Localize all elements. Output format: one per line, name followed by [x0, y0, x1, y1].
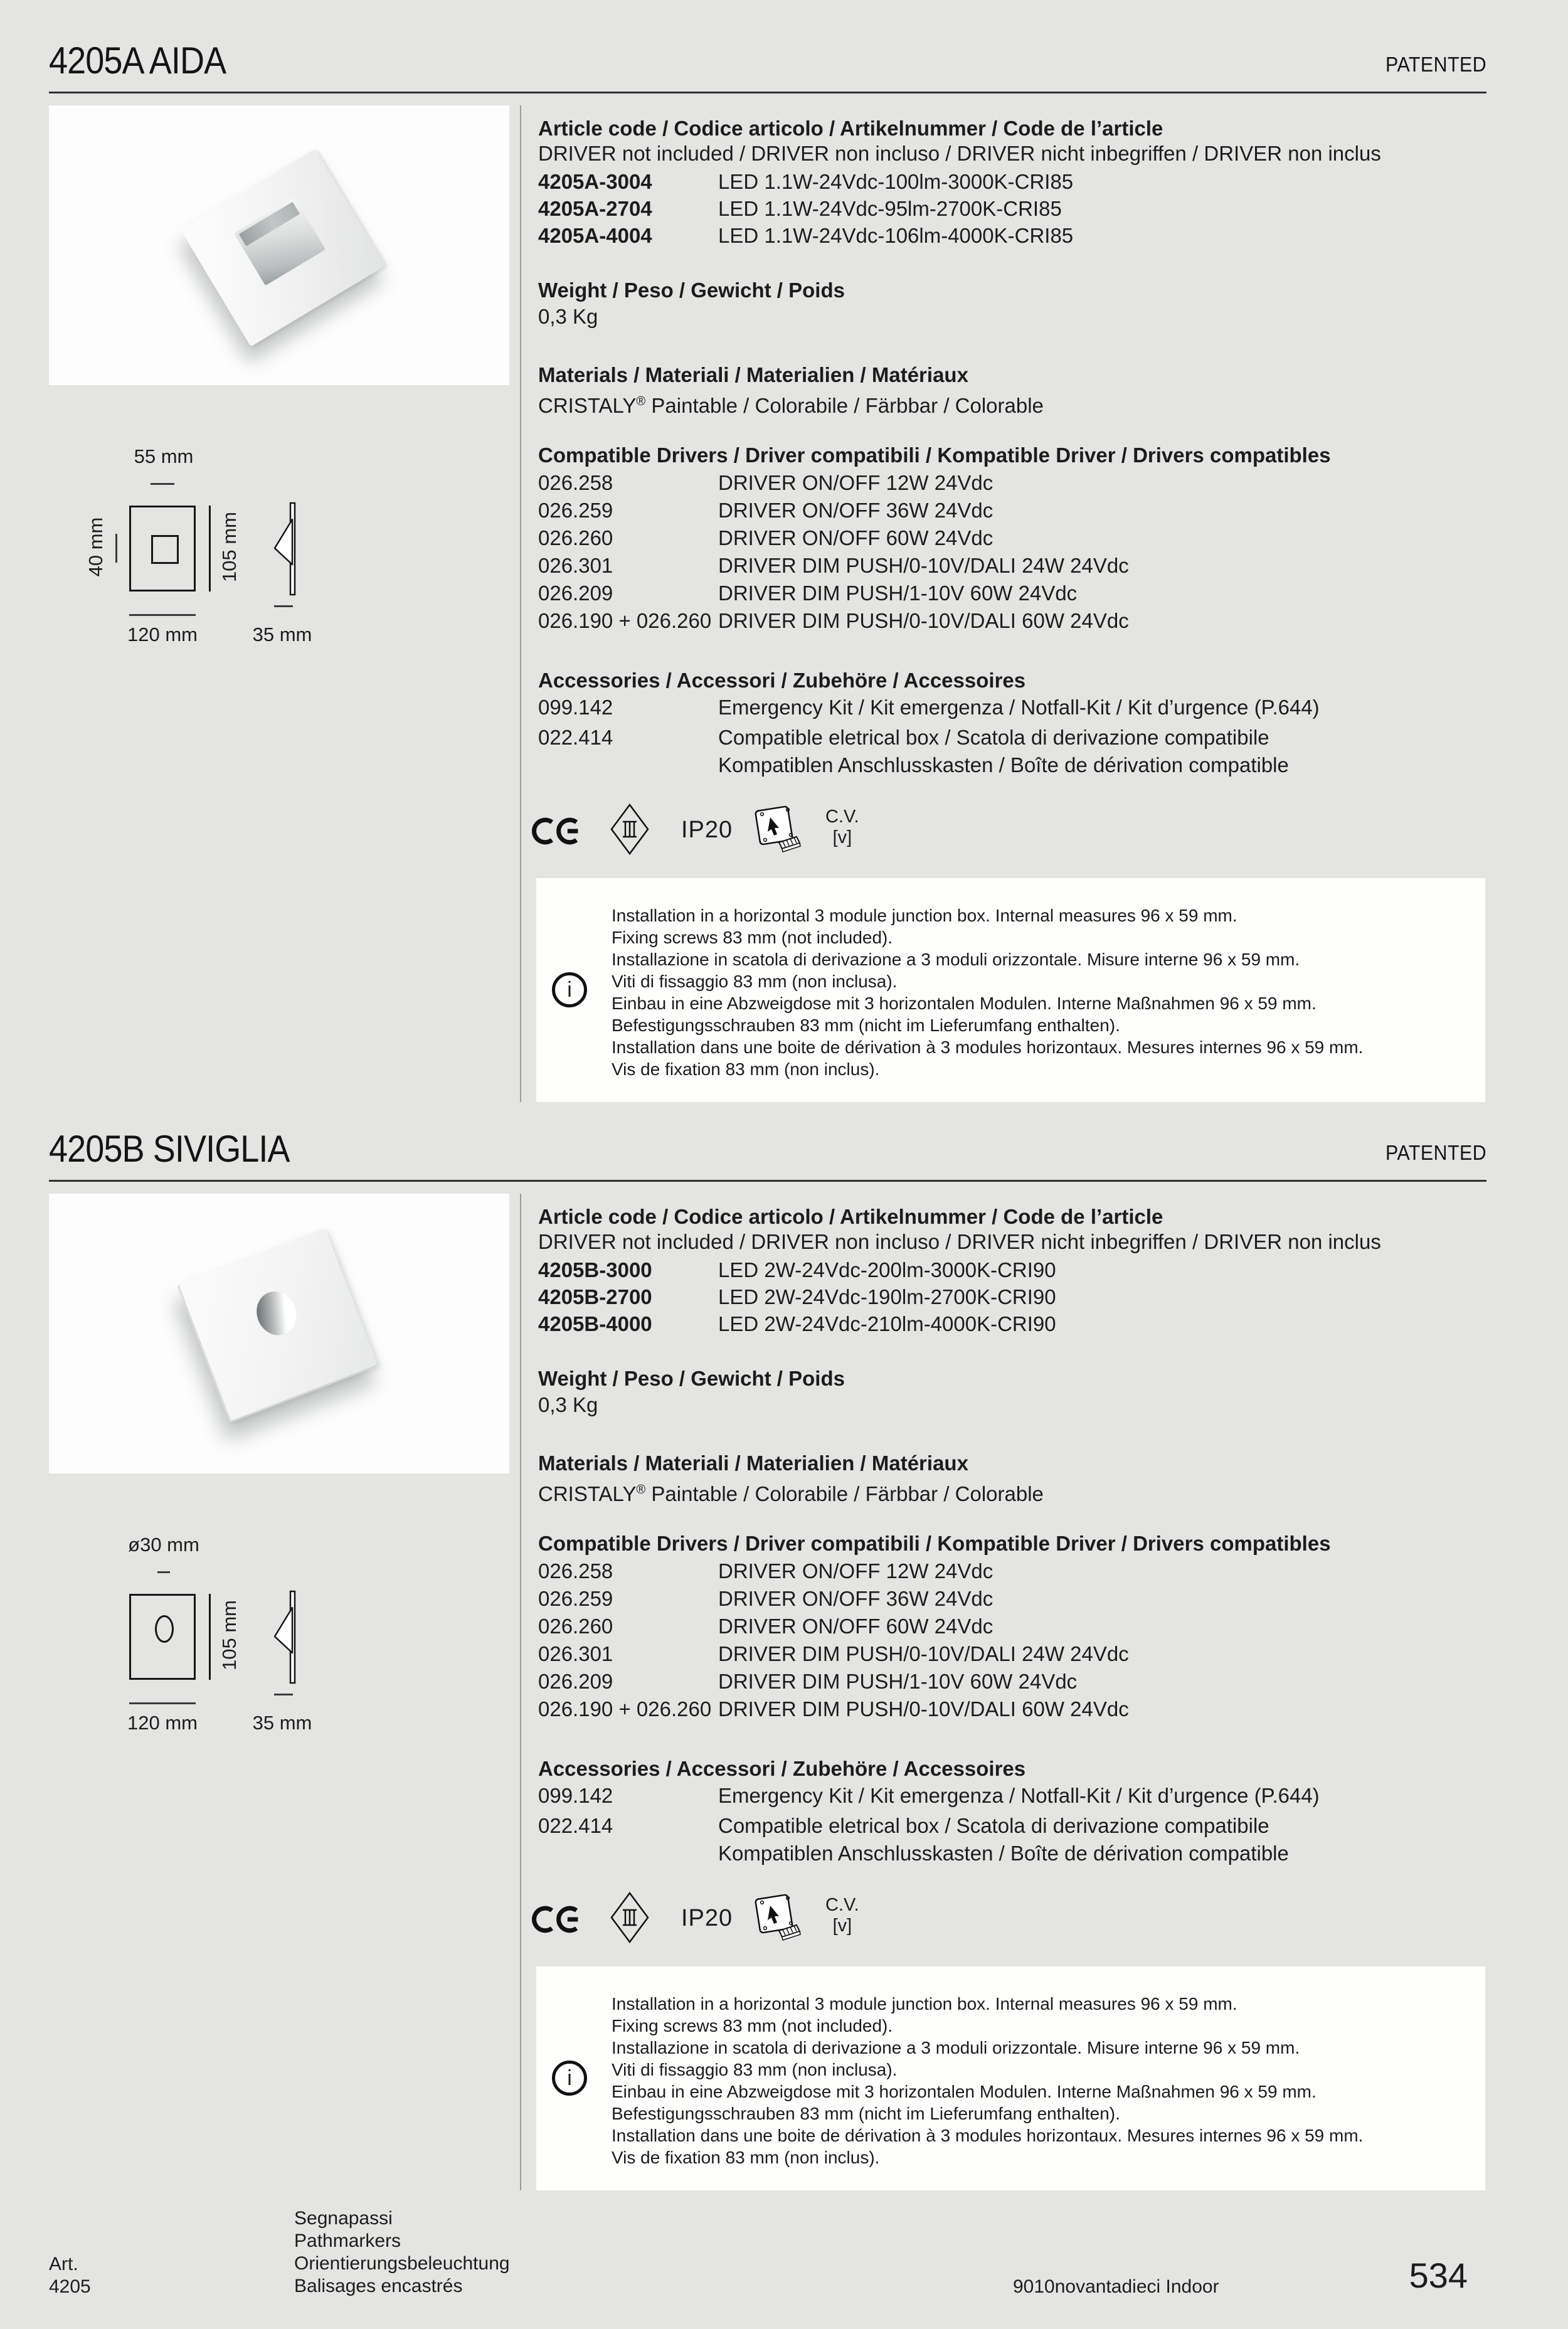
- product-photo: [49, 1194, 509, 1473]
- product-recess: [234, 197, 326, 285]
- article-code: 4205B-3000: [538, 1258, 652, 1281]
- driver-desc: DRIVER ON/OFF 36W 24Vdc: [718, 499, 993, 522]
- installation-info-text: [612, 905, 1363, 1080]
- page-title: 4205B SIVIGLIA: [49, 1128, 290, 1170]
- dim-top-tick: [157, 1571, 170, 1573]
- info-line: Fixing screws 83 mm (not included).: [612, 2016, 893, 2035]
- junction-box-icon: [751, 804, 803, 855]
- footer-brand: 9010novantadieci Indoor: [1013, 2276, 1219, 2297]
- ce-mark-icon: [532, 1896, 580, 1943]
- cv-label: [825, 1895, 859, 1936]
- materials-heading: Materials / Materiali / Materialien / Matériaux: [538, 363, 968, 386]
- accessory-code: 099.142: [538, 696, 613, 719]
- cv-label: [825, 807, 859, 848]
- dim-top-label: ø30 mm: [128, 1534, 199, 1556]
- page-title: 4205A AIDA: [49, 40, 226, 82]
- dim-bottom-label: 120 mm: [127, 1712, 198, 1734]
- registered-mark: ®: [636, 395, 646, 408]
- dim-left-tick: [115, 534, 117, 563]
- aperture-square: [151, 535, 179, 564]
- cv-line1: C.V.: [825, 807, 859, 827]
- ip-rating-label: IP20: [681, 817, 733, 843]
- accessory-desc: Compatible eletrical box / Scatola di derivazione compatibile: [718, 1814, 1269, 1837]
- info-line: Einbau in eine Abzweigdose mit 3 horizontalen Modulen. Interne Maßnahmen 96 x 59 mm.: [612, 994, 1316, 1013]
- front-view: [129, 1594, 196, 1680]
- accessory-desc: Kompatiblen Anschlusskasten / Boîte de dérivation compatible: [718, 1842, 1289, 1865]
- article-desc: LED 2W-24Vdc-210lm-4000K-CRI90: [718, 1312, 1056, 1335]
- driver-code: 026.259: [538, 499, 613, 522]
- patented-label: PATENTED: [1385, 1141, 1486, 1164]
- dim-width-line: [129, 614, 196, 616]
- info-line: Installation dans une boite de dérivation à 3 modules horizontaux. Mesures internes 96 x 59 mm.: [612, 2126, 1364, 2145]
- driver-code: 026.258: [538, 1559, 613, 1583]
- driver-desc: DRIVER ON/OFF 60W 24Vdc: [718, 526, 993, 549]
- dim-height-line: [209, 506, 211, 592]
- column-divider: [520, 1194, 521, 2190]
- dim-depth-tick: [274, 605, 293, 607]
- driver-code: 026.301: [538, 554, 613, 577]
- article-desc: LED 2W-24Vdc-200lm-3000K-CRI90: [718, 1258, 1056, 1281]
- drivers-heading: Compatible Drivers / Driver compatibili / Kompatible Driver / Drivers compatibles: [538, 443, 1331, 467]
- driver-desc: DRIVER ON/OFF 12W 24Vdc: [718, 471, 993, 494]
- article-code: 4205A-3004: [538, 170, 652, 193]
- dim-top-label: 55 mm: [134, 445, 194, 467]
- driver-desc: DRIVER DIM PUSH/1-10V 60W 24Vdc: [718, 581, 1078, 605]
- driver-code: 026.190 + 026.260: [538, 609, 712, 632]
- article-desc: LED 1.1W-24Vdc-106lm-4000K-CRI85: [718, 224, 1074, 247]
- driver-desc: DRIVER DIM PUSH/0-10V/DALI 24W 24Vdc: [718, 1642, 1129, 1665]
- driver-desc: DRIVER DIM PUSH/0-10V/DALI 60W 24Vdc: [718, 1697, 1129, 1721]
- aperture-circle: [155, 1615, 174, 1643]
- article-code: 4205B-4000: [538, 1312, 652, 1335]
- driver-code: 026.258: [538, 471, 613, 494]
- footer-category: Pathmarkers: [294, 2231, 401, 2251]
- materials-brand: CRISTALY: [538, 394, 637, 417]
- driver-code: 026.190 + 026.260: [538, 1697, 712, 1721]
- led-module: [239, 202, 300, 247]
- driver-desc: DRIVER ON/OFF 12W 24Vdc: [718, 1559, 993, 1583]
- junction-box-icon: [751, 1892, 803, 1943]
- front-view: [129, 506, 196, 592]
- driver-code: 026.260: [538, 1615, 613, 1638]
- installation-info-text: [612, 1993, 1363, 2168]
- product-hole: [250, 1286, 302, 1341]
- driver-code: 026.260: [538, 526, 613, 549]
- product-plate-image: [177, 1228, 378, 1423]
- title-rule: [49, 1180, 1486, 1182]
- info-line: Installazione in scatola di derivazione a 3 moduli orizzontale. Misure interne 96 x 59 mm.: [612, 950, 1300, 969]
- driver-code: 026.301: [538, 1642, 613, 1665]
- materials-rest: Paintable / Colorabile / Färbbar / Colorable: [645, 1482, 1044, 1505]
- driver-desc: DRIVER ON/OFF 60W 24Vdc: [718, 1615, 993, 1638]
- info-line: Viti di fissaggio 83 mm (non inclusa).: [612, 2060, 898, 2079]
- article-desc: LED 2W-24Vdc-190lm-2700K-CRI90: [718, 1285, 1056, 1308]
- info-line: Fixing screws 83 mm (not included).: [612, 928, 893, 947]
- info-icon: i: [552, 2061, 587, 2096]
- footer-art-number: 4205: [49, 2276, 91, 2297]
- driver-note: DRIVER not included / DRIVER non incluso / DRIVER nicht inbegriffen / DRIVER non inclus: [538, 1230, 1381, 1253]
- accessory-code: 022.414: [538, 726, 613, 749]
- driver-code: 026.209: [538, 581, 613, 605]
- title-rule: [49, 92, 1486, 93]
- dim-bottom-label: 120 mm: [127, 623, 198, 645]
- driver-code: 026.209: [538, 1670, 613, 1693]
- product-plate-image: [181, 149, 385, 346]
- materials-heading: Materials / Materiali / Materialien / Matériaux: [538, 1451, 968, 1475]
- ip-rating-label: IP20: [681, 1905, 733, 1931]
- info-line: Installation in a horizontal 3 module junction box. Internal measures 96 x 59 mm.: [612, 906, 1237, 925]
- info-line: Viti di fissaggio 83 mm (non inclusa).: [612, 972, 898, 991]
- accessory-desc: Emergency Kit / Kit emergenza / Notfall-Kit / Kit d’urgence (P.644): [718, 1784, 1320, 1807]
- info-line: Vis de fixation 83 mm (non inclus).: [612, 1059, 880, 1079]
- article-heading: Article code / Codice articolo / Artikelnummer / Code de l’article: [538, 1205, 1163, 1228]
- product-photo: [49, 105, 509, 385]
- dim-width-line: [129, 1702, 196, 1704]
- dim-depth-label: 35 mm: [252, 1712, 312, 1734]
- article-desc: LED 1.1W-24Vdc-100lm-3000K-CRI85: [718, 170, 1074, 193]
- article-desc: LED 1.1W-24Vdc-95lm-2700K-CRI85: [718, 197, 1062, 220]
- footer-article: [49, 2253, 91, 2298]
- drivers-heading: Compatible Drivers / Driver compatibili / Kompatible Driver / Drivers compatibles: [538, 1532, 1331, 1555]
- article-code: 4205B-2700: [538, 1285, 652, 1308]
- driver-desc: DRIVER DIM PUSH/1-10V 60W 24Vdc: [718, 1670, 1078, 1693]
- registered-mark: ®: [636, 1483, 646, 1497]
- footer-categories: [294, 2207, 510, 2298]
- accessory-code: 022.414: [538, 1814, 613, 1837]
- materials-value: [538, 1477, 1044, 1507]
- weight-heading: Weight / Peso / Gewicht / Poids: [538, 1367, 845, 1390]
- side-view: [268, 502, 299, 596]
- weight-value: 0,3 Kg: [538, 305, 598, 328]
- weight-heading: Weight / Peso / Gewicht / Poids: [538, 279, 845, 302]
- column-divider: [520, 105, 521, 1102]
- article-code: 4205A-2704: [538, 197, 652, 220]
- accessory-desc: Compatible eletrical box / Scatola di derivazione compatibile: [718, 726, 1269, 749]
- dim-right-label: 105 mm: [218, 1600, 240, 1670]
- info-line: Befestigungsschrauben 83 mm (nicht im Lieferumfang enthalten).: [612, 1016, 1120, 1035]
- materials-value: [538, 389, 1044, 418]
- dim-depth-label: 35 mm: [252, 623, 312, 645]
- driver-desc: DRIVER DIM PUSH/0-10V/DALI 24W 24Vdc: [718, 554, 1129, 577]
- info-line: Installation in a horizontal 3 module junction box. Internal measures 96 x 59 mm.: [612, 1994, 1237, 2013]
- weight-value: 0,3 Kg: [538, 1393, 598, 1416]
- cv-line1: C.V.: [825, 1895, 859, 1915]
- class-iii-icon: [610, 804, 649, 855]
- info-line: Installation dans une boite de dérivation à 3 modules horizontaux. Mesures internes 96 x 59 mm.: [612, 1037, 1364, 1057]
- dim-top-tick: [151, 483, 174, 485]
- cv-line2: [v]: [832, 827, 852, 847]
- side-view: [268, 1590, 299, 1684]
- materials-rest: Paintable / Colorabile / Färbbar / Colorable: [645, 394, 1044, 417]
- article-heading: Article code / Codice articolo / Artikelnummer / Code de l’article: [538, 117, 1163, 140]
- accessories-heading: Accessories / Accessori / Zubehöre / Accessoires: [538, 1757, 1026, 1780]
- info-icon: i: [552, 972, 587, 1007]
- section-4205a-aida: [0, 0, 1568, 1123]
- info-line: Befestigungsschrauben 83 mm (nicht im Lieferumfang enthalten).: [612, 2104, 1120, 2123]
- driver-desc: DRIVER ON/OFF 36W 24Vdc: [718, 1587, 993, 1610]
- dim-right-label: 105 mm: [218, 512, 240, 582]
- driver-code: 026.259: [538, 1587, 613, 1610]
- cv-line2: [v]: [832, 1916, 852, 1936]
- info-line: Vis de fixation 83 mm (non inclus).: [612, 2148, 880, 2167]
- dim-height-line: [209, 1594, 211, 1680]
- footer-category: Balisages encastrés: [294, 2276, 463, 2296]
- accessory-code: 099.142: [538, 1784, 613, 1807]
- article-code: 4205A-4004: [538, 224, 652, 247]
- driver-desc: DRIVER DIM PUSH/0-10V/DALI 60W 24Vdc: [718, 609, 1129, 632]
- footer-category: Orientierungsbeleuchtung: [294, 2253, 510, 2274]
- accessory-desc: Kompatiblen Anschlusskasten / Boîte de dérivation compatible: [718, 753, 1289, 777]
- info-line: Einbau in eine Abzweigdose mit 3 horizontalen Modulen. Interne Maßnahmen 96 x 59 mm.: [612, 2082, 1316, 2101]
- section-4205b-siviglia: [0, 1088, 1568, 2211]
- driver-note: DRIVER not included / DRIVER non incluso / DRIVER nicht inbegriffen / DRIVER non inclus: [538, 142, 1381, 165]
- footer-art-label: Art.: [49, 2254, 78, 2274]
- accessories-heading: Accessories / Accessori / Zubehöre / Accessoires: [538, 669, 1026, 692]
- dim-left-label: 40 mm: [85, 517, 107, 577]
- class-iii-icon: [610, 1892, 649, 1943]
- ce-mark-icon: [532, 808, 580, 854]
- patented-label: PATENTED: [1385, 53, 1486, 76]
- materials-brand: CRISTALY: [538, 1482, 637, 1505]
- footer-category: Segnapassi: [294, 2208, 393, 2229]
- page-number: 534: [1409, 2256, 1468, 2295]
- info-line: Installazione in scatola di derivazione a 3 moduli orizzontale. Misure interne 96 x 59 mm.: [612, 2038, 1300, 2057]
- dim-depth-tick: [274, 1694, 293, 1695]
- accessory-desc: Emergency Kit / Kit emergenza / Notfall-Kit / Kit d’urgence (P.644): [718, 696, 1320, 719]
